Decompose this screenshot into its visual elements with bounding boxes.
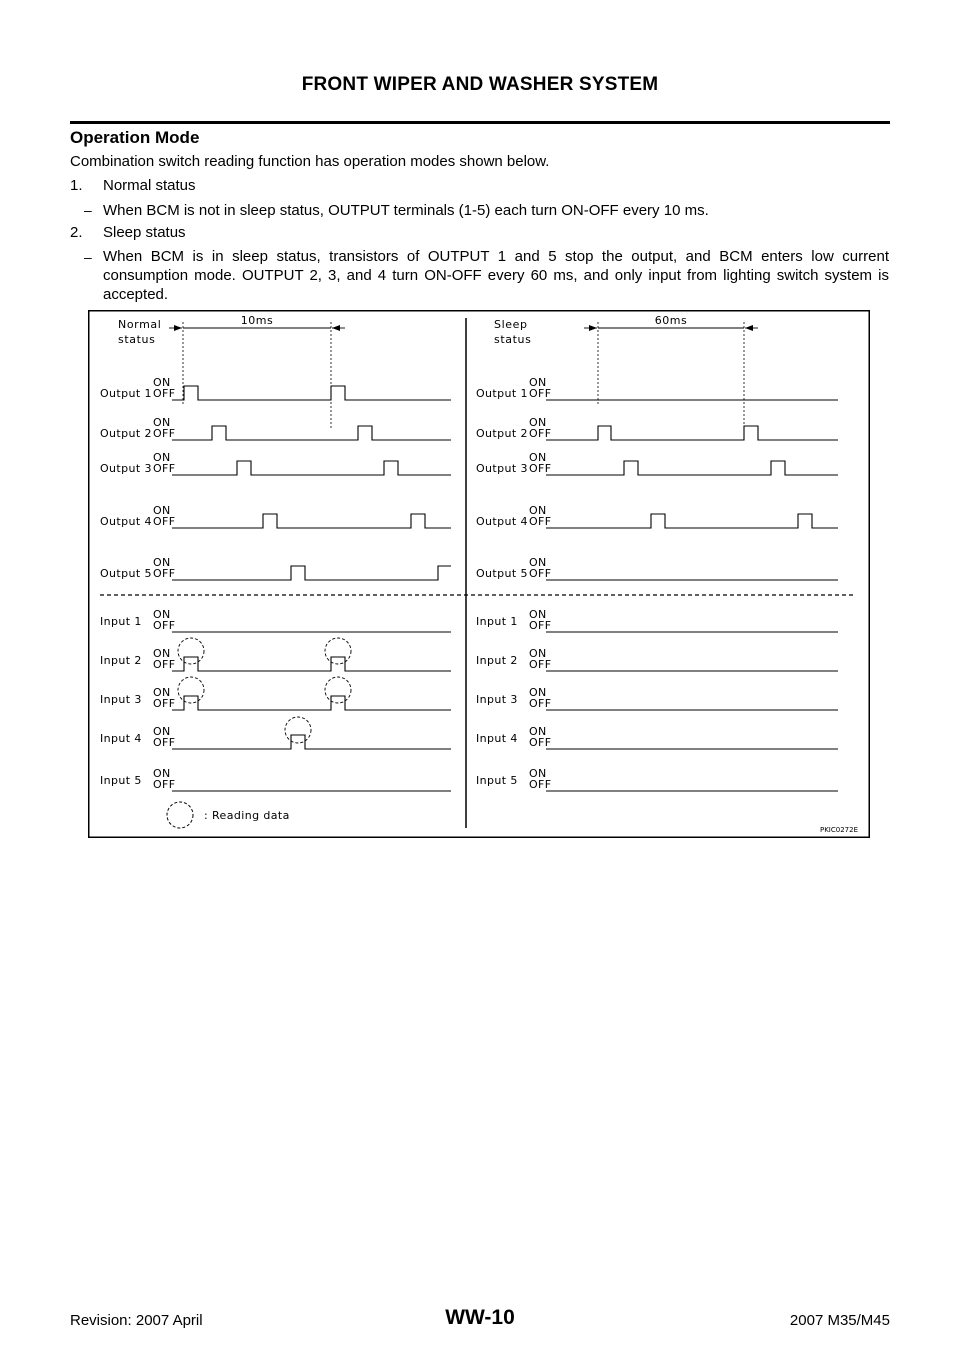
output-label: Output 2 [100,427,152,440]
output-label: Output 5 [100,567,152,580]
input-label: Input 5 [100,774,142,787]
off-label: OFF [529,736,552,749]
bullet-text-normal: When BCM is not in sleep status, OUTPUT terminals (1-5) each turn ON-OFF every 10 ms. [103,202,709,219]
on-label: ON [529,556,547,569]
status-label-line1: Sleep [494,318,528,331]
on-label: ON [153,686,171,699]
item-label-normal: Normal status [103,177,196,194]
output-label: Output 3 [476,462,528,475]
on-label: ON [529,647,547,660]
output-label: Output 1 [100,387,152,400]
on-label: ON [153,725,171,738]
footer-revision: Revision: 2007 April [70,1312,203,1329]
footer-model: 2007 M35/M45 [789,1312,890,1329]
off-label: OFF [529,387,552,400]
off-label: OFF [153,778,176,791]
on-label: ON [529,608,547,621]
on-label: ON [529,376,547,389]
output-waveform [546,461,838,475]
status-label-line2: status [118,333,156,346]
input-label: Input 2 [100,654,142,667]
on-label: ON [153,416,171,429]
normal-status-panel [100,314,451,791]
on-label: ON [529,451,547,464]
item-number-2: 2. [70,224,83,241]
output-label: Output 1 [476,387,528,400]
output-waveform [546,514,838,528]
period-label: 10ms [240,314,274,327]
on-label: ON [529,767,547,780]
item-label-sleep: Sleep status [103,224,186,241]
input-label: Input 2 [476,654,518,667]
output-waveform [546,426,838,440]
legend-text: : Reading data [204,809,290,822]
input-label: Input 4 [100,732,142,745]
off-label: OFF [529,427,552,440]
off-label: OFF [153,619,176,632]
on-label: ON [153,504,171,517]
on-label: ON [529,725,547,738]
output-waveform [172,461,451,475]
input-waveform [172,696,451,710]
status-label-line1: Normal [118,318,162,331]
output-waveform [172,566,451,580]
item-number-1: 1. [70,177,83,194]
bullet-text-sleep: When BCM is in sleep status, transistors of OUTPUT 1 and 5 stop the output, and BCM enters low current consumption mode. OUTPUT 2, 3, and 4 turn ON-OFF every 60 ms, and only input from lighting switch system is accepted. [103,248,889,303]
off-label: OFF [153,462,176,475]
output-label: Output 4 [100,515,152,528]
on-label: ON [153,556,171,569]
input-waveform [172,735,451,749]
input-label: Input 3 [476,693,518,706]
sleep-status-panel [476,314,838,791]
off-label: OFF [153,427,176,440]
off-label: OFF [153,658,176,671]
on-label: ON [529,686,547,699]
status-label-line2: status [494,333,532,346]
bullet-dash: – [84,249,92,265]
output-waveform [172,426,451,440]
off-label: OFF [529,515,552,528]
off-label: OFF [153,736,176,749]
input-label: Input 1 [100,615,142,628]
figure-code: PKIC0272E [819,826,858,834]
on-label: ON [153,608,171,621]
off-label: OFF [529,567,552,580]
timing-diagram [88,310,870,838]
off-label: OFF [153,697,176,710]
on-label: ON [153,451,171,464]
output-waveform [172,386,451,400]
reading-data-circle-icon [325,638,351,664]
output-label: Output 4 [476,515,528,528]
off-label: OFF [153,387,176,400]
reading-data-circle-icon [325,677,351,703]
on-label: ON [153,767,171,780]
off-label: OFF [153,567,176,580]
output-label: Output 3 [100,462,152,475]
header-rule [70,121,890,124]
off-label: OFF [529,697,552,710]
off-label: OFF [153,515,176,528]
reading-data-legend [167,802,290,828]
on-label: ON [529,416,547,429]
reading-data-circle-icon [178,677,204,703]
on-label: ON [153,647,171,660]
output-label: Output 2 [476,427,528,440]
page-title: FRONT WIPER AND WASHER SYSTEM [301,74,659,95]
reading-data-circle-icon [178,638,204,664]
page-number: WW-10 [445,1306,515,1329]
input-label: Input 4 [476,732,518,745]
output-label: Output 5 [476,567,528,580]
output-waveform [172,514,451,528]
off-label: OFF [529,619,552,632]
on-label: ON [529,504,547,517]
off-label: OFF [529,778,552,791]
reading-data-circle-icon [167,802,193,828]
input-label: Input 5 [476,774,518,787]
off-label: OFF [529,462,552,475]
bullet-dash: – [84,202,92,218]
input-label: Input 3 [100,693,142,706]
on-label: ON [153,376,171,389]
period-label: 60ms [654,314,688,327]
section-title: Operation Mode [70,128,200,147]
reading-data-circle-icon [285,717,311,743]
off-label: OFF [529,658,552,671]
input-waveform [172,657,451,671]
input-label: Input 1 [476,615,518,628]
intro-text: Combination switch reading function has operation modes shown below. [70,153,550,170]
